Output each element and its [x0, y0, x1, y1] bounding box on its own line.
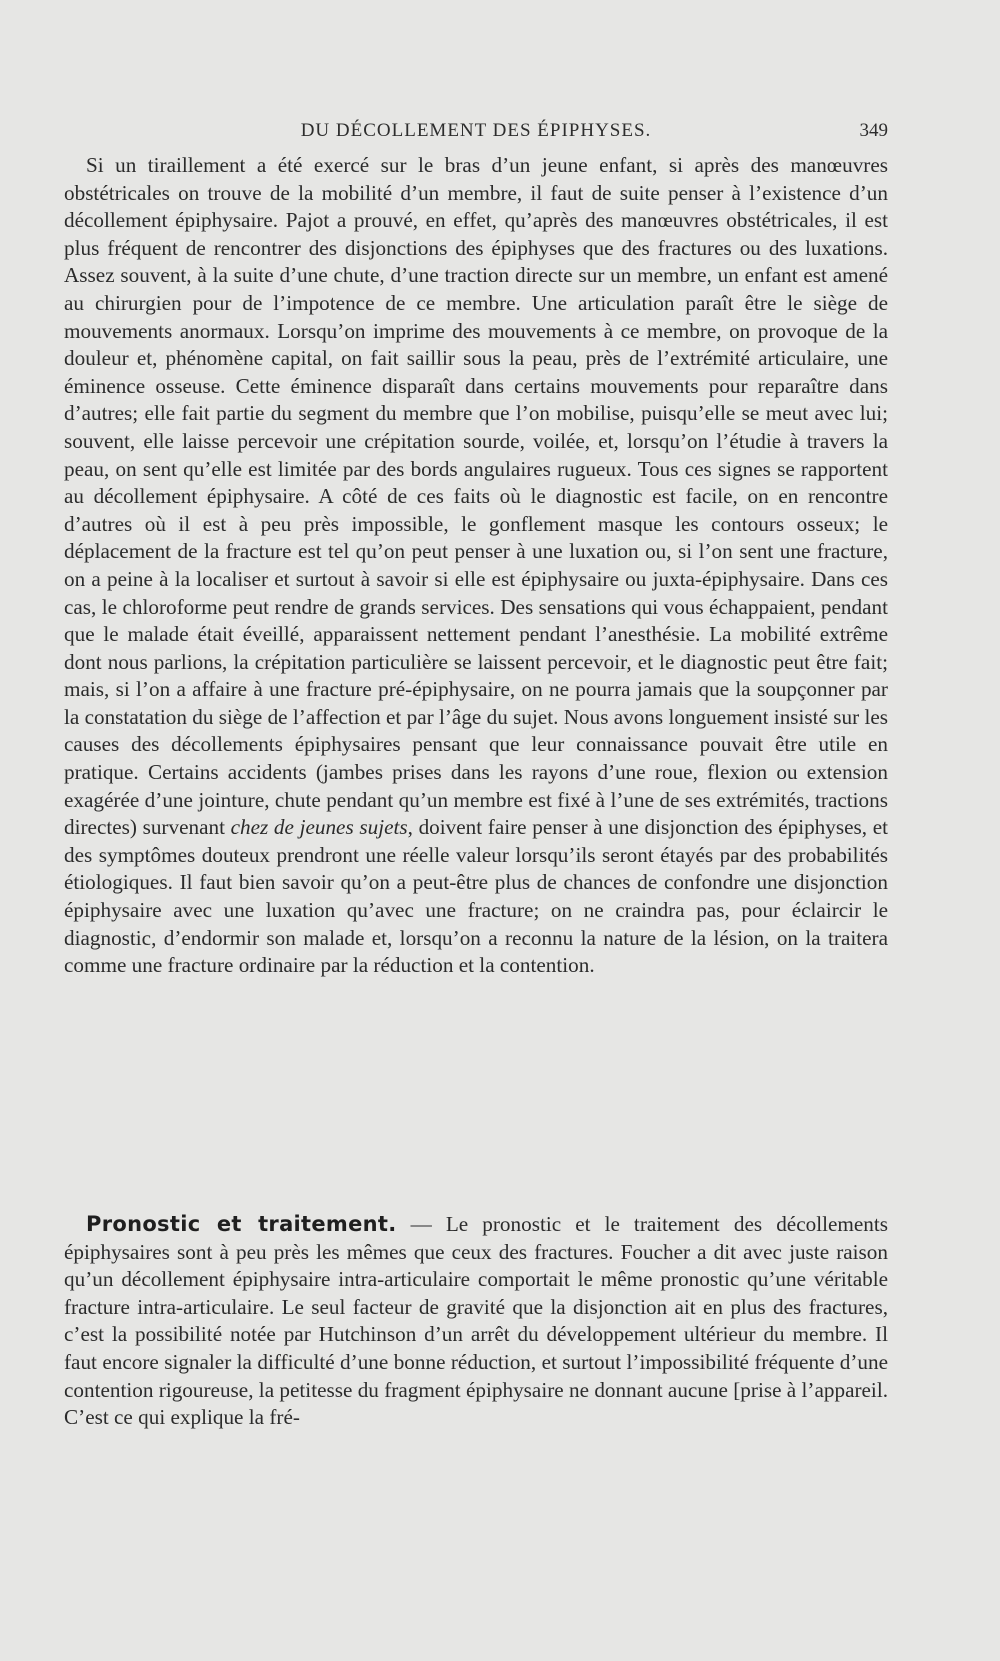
- paragraph-text-a: Si un tiraillement a été exercé sur le bras d’un jeune enfant, si après des manœuvres obstétricales on trouve de la mobilité d’un membre, il faut de suite penser à l’existence d’un décollement épiphysaire. Pajot a prouvé, en effet, qu’après des manœuvres obstétricales, il est plus fréquent de rencontrer des disjonctions des épiphyses que des fractures ou des luxations. Assez souvent, à la suite d’une chute, d’une traction directe sur un membre, un enfant est amené au chirurgien pour de l’impotence de ce membre. Une articulation paraît être le siège de mouvements anormaux. Lorsqu’on imprime des mouvements à ce membre, on provoque de la douleur et, phénomène capital, on fait saillir sous la peau, près de l’extrémité articulaire, une éminence osseuse. Cette éminence disparaît dans certains mouvements pour reparaître dans d’autres; elle fait partie du segment du membre que l’on mobilise, puisqu’elle se meut avec lui; souvent, elle laisse percevoir une crépitation sourde, voilée, et, lorsqu’on l’étudie à travers la peau, on sent qu’elle est limitée par des bords angulaires rugueux. Tous ces signes se rapportent au décollement épiphysaire. A côté de ces faits où le diagnostic est facile, on en rencontre d’autres où il est à peu près impossible, le gonflement masque les contours osseux; le déplacement de la fracture est tel qu’on peut penser à une luxation ou, si l’on sent une fracture, on a peine à la localiser et surtout à savoir si elle est épiphysaire ou juxta-épiphysaire. Dans ces cas, le chloroforme peut rendre de grands services. Des sensations qui vous échappaient, pendant que le malade était éveillé, apparaissent nettement pendant l’anesthésie. La mobilité extrême dont nous parlions, la crépitation particulière se laissent percevoir, et le diagnostic peut être fait; mais, si l’on a affaire à une fracture pré-épiphysaire, on ne pourra jamais que la soupçonner par la constatation du siège de l’affection et par l’âge du sujet. Nous avons longuement insisté sur les causes des décollements épiphysaires pensant que leur connaissance pouvait être utile en pratique. Certains accidents (jambes prises dans les rayons d’une roue, flexion ou extension exagérée d’une jointure, chute pendant qu’un membre est fixé à l’une de ses extrémités, tractions directes) survenant: [64, 153, 888, 840]
- running-head: [64, 120, 888, 148]
- page-number: 349: [859, 120, 888, 141]
- paragraph-body: [64, 152, 888, 980]
- running-title: DU DÉCOLLEMENT DES ÉPIPHYSES.: [300, 120, 652, 141]
- section-heading: Pronostic et traitement.: [86, 1212, 397, 1236]
- paragraph-diagnosis: [64, 152, 888, 980]
- italic-phrase: chez de jeunes sujets: [230, 815, 408, 840]
- paragraph-text-b: , doivent faire penser à une disjonction des épiphyses, et des symptômes douteux prendront une réelle valeur lorsqu’ils seront étayés par des probabilités étiologiques. Il faut bien savoir qu’on a peut-être plus de chances de confondre une disjonction épiphysaire avec une luxation qu’avec une fracture; on ne craindra pas, pour éclaircir le diagnostic, d’endormir son malade et, lorsqu’on a reconnu la nature de la lésion, on la traitera comme une fracture ordinaire par la réduction et la contention.: [64, 815, 888, 978]
- paragraph-prognosis: [64, 1211, 888, 1432]
- paragraph-text: — Le pronostic et le traitement des décollements épiphysaires sont à peu près les mêmes que ceux des fractures. Foucher a dit avec juste raison qu’un décollement épiphysaire intra-articulaire comportait le même pronostic qu’une véritable fracture intra-articulaire. Le seul facteur de gravité que la disjonction ait en plus des fractures, c’est la possibilité notée par Hutchinson d’un arrêt du développement ultérieur du membre. Il faut encore signaler la difficulté d’une bonne réduction, et surtout l’impossibilité fréquente d’une contention rigoureuse, la petitesse du fragment épiphysaire ne donnant aucune [prise à l’appareil. C’est ce qui explique la fré-: [64, 1212, 888, 1430]
- paragraph-body: [64, 1211, 888, 1432]
